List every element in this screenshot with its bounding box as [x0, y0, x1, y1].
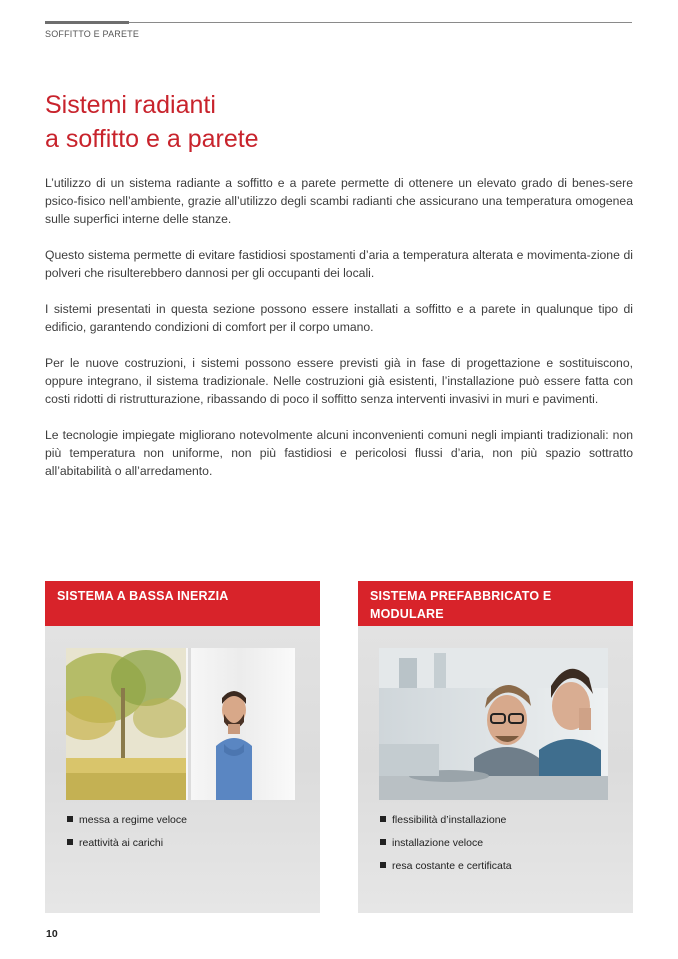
body-text — [45, 174, 633, 498]
paragraph: Questo sistema permette di evitare fastidiosi spostamenti d’aria a temperatura alterata e movimenta-zione di polveri che risulterebbero dannosi per gli occupanti dei locali. — [45, 248, 633, 280]
list-item-text: flessibilità d’installazione — [392, 814, 507, 826]
card-title: SISTEMA A BASSA INERZIA — [45, 581, 320, 626]
photo-man-window — [66, 648, 295, 800]
card-bullet-list — [67, 813, 187, 859]
list-item-text: reattività ai carichi — [79, 837, 164, 849]
bullet-square-icon — [67, 816, 73, 822]
list-item — [67, 836, 187, 859]
card-prefabricated-modular — [358, 581, 633, 913]
bullet-square-icon — [380, 839, 386, 845]
card-title: SISTEMA PREFABBRICATO E MODULARE — [358, 581, 633, 626]
paragraph: Le tecnologie impiegate migliorano notevolmente alcuni inconvenienti comuni negli impianti tradizionali: non più temperatura non uniforme, non più fastidiosi e pericolosi flussi d’aria, non più spazio sottratto all’abitabilità o all’arredamento. — [45, 428, 633, 478]
photo-two-men-workshop — [379, 648, 608, 800]
card-low-inertia — [45, 581, 320, 913]
page-title-line-1: Sistemi radianti — [45, 91, 216, 119]
list-item-text: resa costante e certificata — [392, 860, 512, 872]
header-rule-accent — [45, 21, 129, 24]
paragraph: Per le nuove costruzioni, i sistemi possono essere previsti già in fase di progettazione e sostituiscono, oppure integrano, il sistema tradizionale. Nelle costruzioni già esistenti, l’installazione può essere fatta con costi ridotti di ristrutturazione, ribassando di poco il soffitto senza interventi invasivi in muri e pavimenti. — [45, 356, 633, 406]
paragraph: I sistemi presentati in questa sezione possono essere installati a soffitto e a parete in qualunque tipo di edificio, garantendo condizioni di comfort per il corpo umano. — [45, 302, 633, 334]
list-item — [380, 836, 512, 859]
list-item — [67, 813, 187, 836]
list-item — [380, 813, 512, 836]
section-label: SOFFITTO E PARETE — [45, 29, 140, 39]
header-rule — [45, 22, 632, 23]
list-item-text: installazione veloce — [392, 837, 484, 849]
page-title-line-2: a soffitto e a parete — [45, 125, 259, 153]
card-bullet-list — [380, 813, 512, 882]
paragraph: L’utilizzo di un sistema radiante a soffitto e a parete permette di ottenere un elevato grado di benes-sere psico-fisico nell’ambiente, grazie all’utilizzo degli scambi radianti che assicurano una temperatura omogenea sulle superfici interne delle stanze. — [45, 176, 633, 226]
bullet-square-icon — [380, 816, 386, 822]
list-item-text: messa a regime veloce — [79, 814, 187, 826]
list-item — [380, 859, 512, 882]
bullet-square-icon — [67, 839, 73, 845]
page-title — [45, 88, 605, 156]
page-number: 10 — [46, 928, 58, 940]
bullet-square-icon — [380, 862, 386, 868]
